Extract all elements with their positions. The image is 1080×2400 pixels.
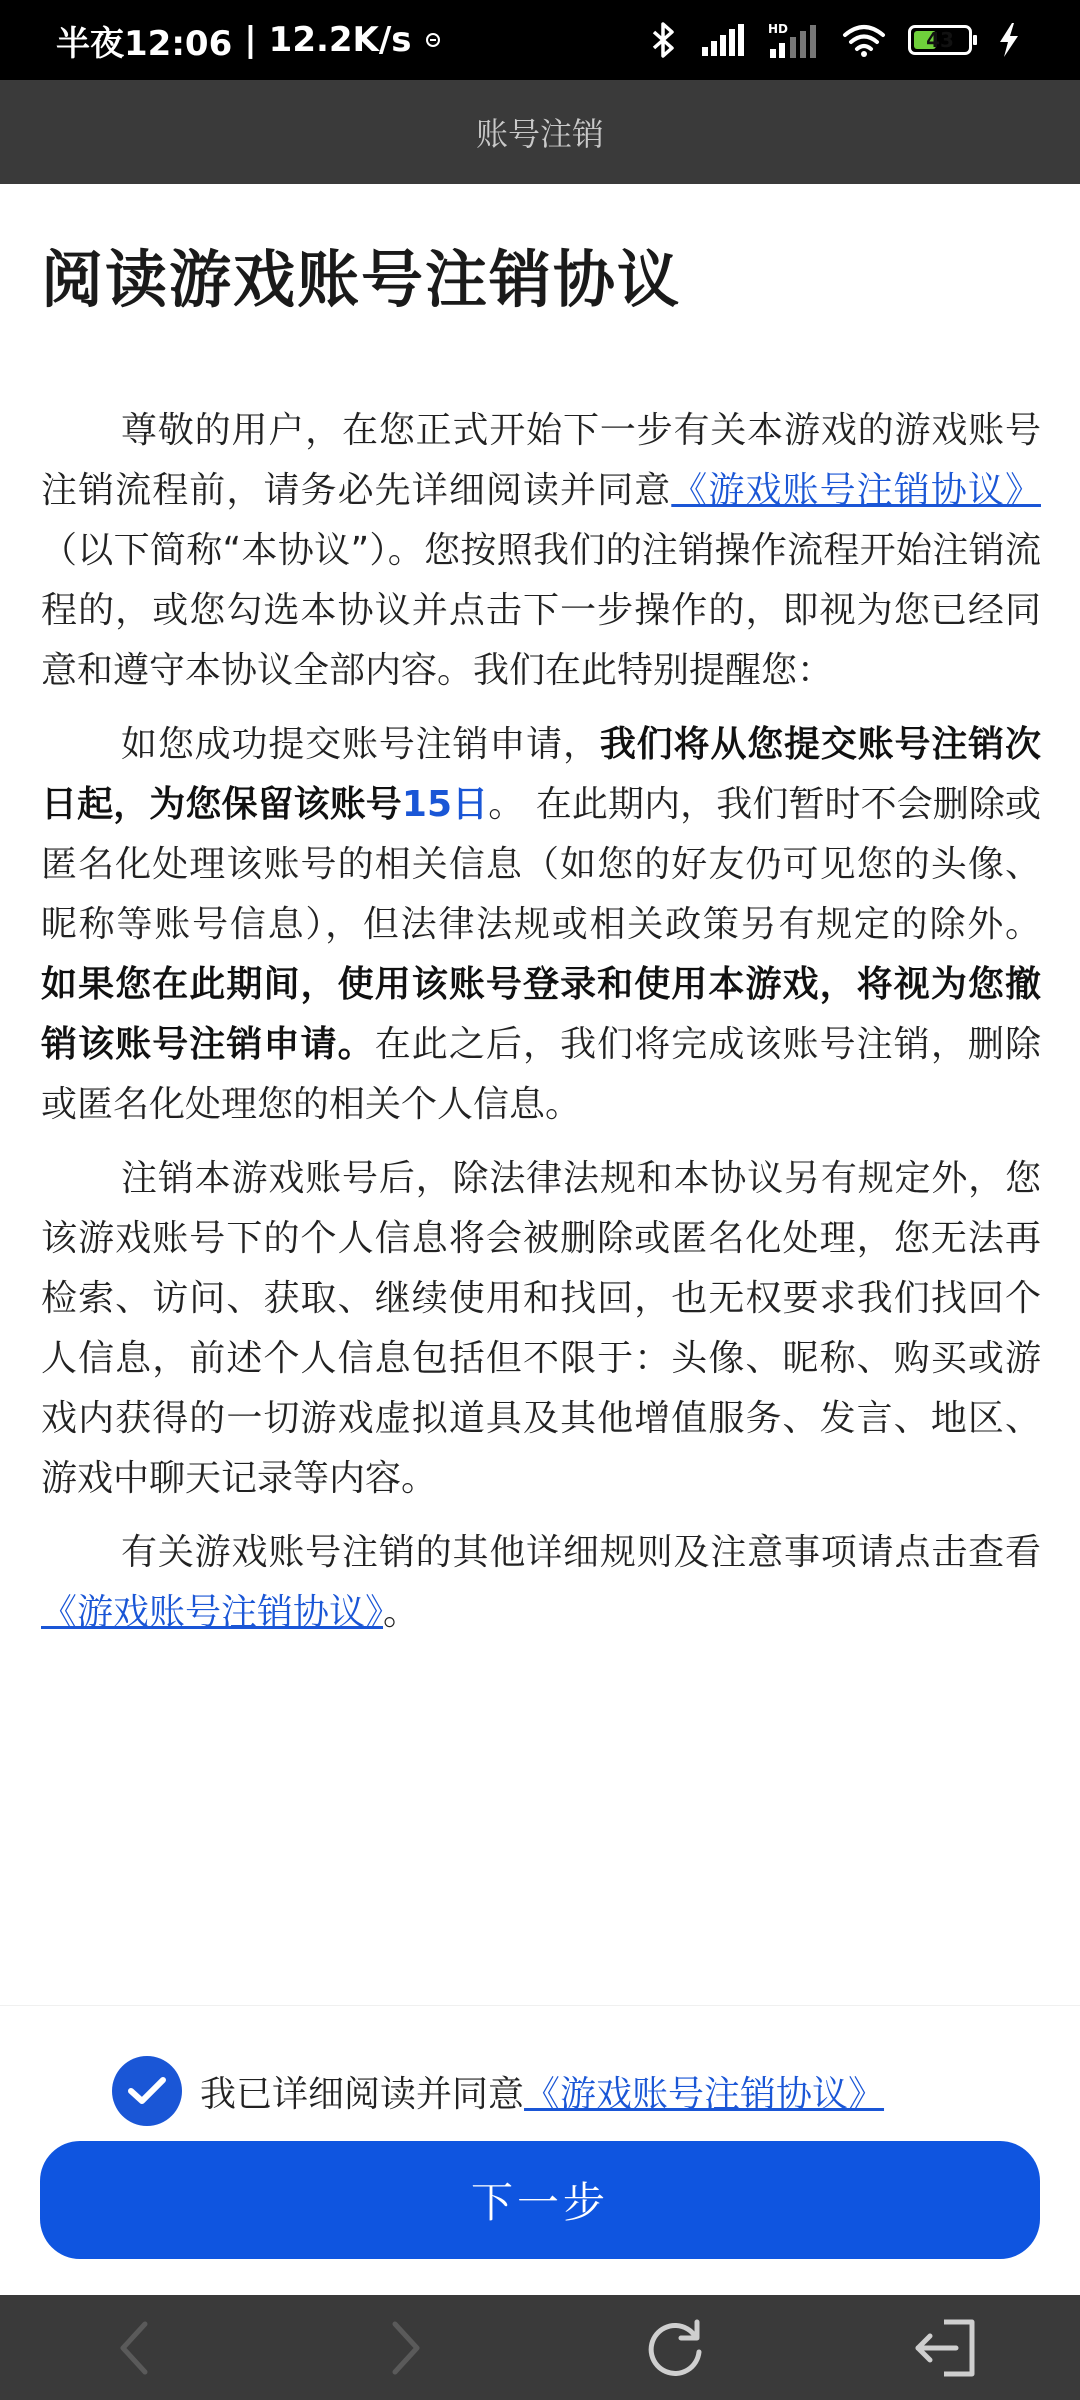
paragraph-intro xyxy=(41,401,1041,701)
agreement-heading: 阅读游戏账号注销协议 xyxy=(41,243,682,316)
paragraph-consequences: 注销本游戏账号后，除法律法规和本协议另有规定外，您该游戏账号下的个人信息将会被删除或匿名化处理，您无法再检索、访问、获取、继续使用和找回，也无权要求我们找回个人信息，前述个人信息包括但不限于：头像、昵称、购买或游戏内获得的一切游戏虚拟道具及其他增值服务、发言、地区、游戏中聊天记录等内容。 xyxy=(41,1158,1041,1499)
title-bar xyxy=(0,80,1080,184)
agree-text: 我已详细阅读并同意 xyxy=(200,2073,525,2115)
paragraph-retention-text-3: 在此之后，我们将完成该账号注销，删除或匿名化处理您的相关个人信息。 xyxy=(41,1024,1041,1125)
back-button[interactable] xyxy=(90,2303,180,2393)
status-bar xyxy=(0,0,1080,80)
notification-icon xyxy=(426,33,440,47)
agreement-content xyxy=(41,184,1041,1657)
signal-hd-icon xyxy=(768,21,820,59)
signal-icon xyxy=(700,23,746,57)
battery-level: 43 xyxy=(926,28,954,52)
status-separator: | xyxy=(244,20,257,60)
agree-agreement-link[interactable]: 《游戏账号注销协议》 xyxy=(524,2073,885,2115)
paragraph-more-info xyxy=(41,1523,1041,1643)
exit-button[interactable] xyxy=(900,2303,990,2393)
svg-text:HD: HD xyxy=(768,22,789,36)
bluetooth-icon xyxy=(650,20,678,60)
network-speed: 12.2K/s xyxy=(268,20,412,60)
paragraph-more-info-end: 。 xyxy=(383,1592,420,1633)
paragraph-retention xyxy=(41,715,1041,1135)
status-left xyxy=(56,16,440,65)
next-step-button[interactable]: 下一步 xyxy=(40,2141,1040,2259)
agree-row xyxy=(112,2056,884,2126)
refresh-icon xyxy=(643,2316,707,2380)
agreement-link-2[interactable]: 《游戏账号注销协议》 xyxy=(41,1592,384,1633)
chevron-left-icon xyxy=(115,2318,155,2378)
paragraph-retention-text-2: 。 在此期内，我们暂时不会删除或匿名化处理该账号的相关信息（如您的好友仍可见您的头像、昵称等账号信息），但法律法规或相关政策另有规定的除外。 xyxy=(41,784,1041,945)
paragraph-intro-text-2: （以下简称“本协议”）。您按照我们的注销操作流程开始注销流程的，或您勾选本协议并点击下一步操作的，即视为您已经同意和遵守本协议全部内容。我们在此特别提醒您： xyxy=(41,530,1041,691)
agree-checkbox[interactable] xyxy=(112,2056,182,2126)
browser-nav-bar xyxy=(0,2295,1080,2400)
paragraph-retention-text: 如您成功提交账号注销申请， xyxy=(121,724,600,765)
paragraph-intro-text: 尊敬的用户，在您正式开始下一步有关本游戏的游戏账号注销流程前，请务必先详细阅读并同意 xyxy=(41,410,1041,511)
refresh-button[interactable] xyxy=(630,2303,720,2393)
chevron-right-icon xyxy=(385,2318,425,2378)
revoke-bold-text: 如果您在此期间，使用该账号登录和使用本游戏，将视为您撤销该账号注销申请。 xyxy=(41,964,1041,1065)
battery-icon xyxy=(908,25,972,55)
exit-icon xyxy=(910,2316,980,2380)
checkmark-icon xyxy=(127,2076,167,2106)
retention-days: 15日 xyxy=(401,784,489,825)
status-time: 半夜12:06 xyxy=(56,23,233,64)
forward-button[interactable] xyxy=(360,2303,450,2393)
bottom-panel xyxy=(0,2005,1080,2295)
status-right xyxy=(650,20,1024,60)
agreement-link[interactable]: 《游戏账号注销协议》 xyxy=(671,470,1041,511)
page-title: 账号注销 xyxy=(475,115,604,153)
retention-bold-text: 我们将从您提交账号注销次日起，为您保留该账号 xyxy=(41,724,1041,825)
charging-icon xyxy=(994,21,1024,59)
wifi-icon xyxy=(842,23,886,57)
paragraph-more-info-text: 有关游戏账号注销的其他详细规则及注意事项请点击查看 xyxy=(121,1532,1041,1573)
